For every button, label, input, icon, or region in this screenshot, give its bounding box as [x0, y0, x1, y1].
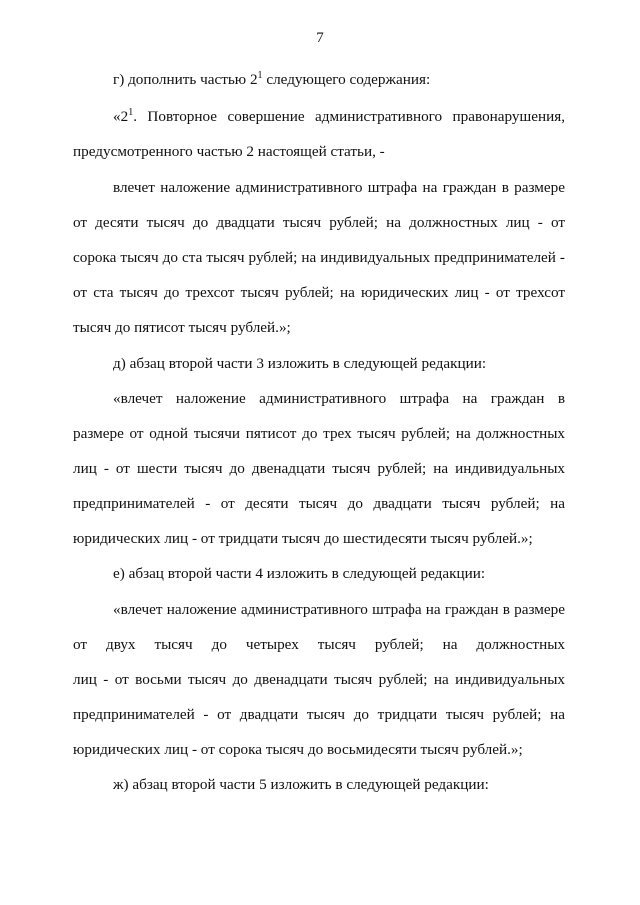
- text-line-part: г) дополнить частью 2: [113, 71, 258, 88]
- text-line: лиц - от восьми тысяч до двенадцати тысяч рублей; на индивидуальных: [73, 671, 565, 688]
- text-line: тысяч до пятисот тысяч рублей.»;: [73, 319, 291, 336]
- text-line: размере от одной тысячи пятисот до трех тысяч рублей; на должностных: [73, 425, 565, 442]
- text-line: предпринимателей - от двадцати тысяч до тридцати тысяч рублей; на: [73, 706, 565, 723]
- text-line: «влечет наложение административного штрафа на граждан в размере: [113, 601, 565, 618]
- text-line-new-part-heading: [113, 107, 565, 127]
- text-line-part: следующего содержания:: [262, 71, 431, 88]
- text-line: лиц - от шести тысяч до двенадцати тысяч рублей; на индивидуальных: [73, 460, 565, 477]
- superscript: 1: [257, 70, 263, 81]
- text-line-item-g: [113, 70, 565, 90]
- text-line: сорока тысяч до ста тысяч рублей; на индивидуальных предпринимателей -: [73, 249, 565, 266]
- text-line: от двух тысяч до четырех тысяч рублей; на должностных: [73, 636, 565, 653]
- text-line: от десяти тысяч до двадцати тысяч рублей; на должностных лиц - от: [73, 214, 565, 231]
- text-line-item-d: д) абзац второй части 3 изложить в следующей редакции:: [113, 355, 487, 372]
- text-line-part: «2: [113, 108, 129, 125]
- text-line: влечет наложение административного штрафа на граждан в размере: [113, 179, 565, 196]
- text-line: от ста тысяч до трехсот тысяч рублей; на юридических лиц - от трехсот: [73, 284, 565, 301]
- text-line: предпринимателей - от десяти тысяч до двадцати тысяч рублей; на: [73, 495, 565, 512]
- text-line: юридических лиц - от сорока тысяч до восьмидесяти тысяч рублей.»;: [73, 741, 523, 758]
- text-line: «влечет наложение административного штрафа на граждан в: [113, 390, 565, 407]
- text-line-item-e: е) абзац второй части 4 изложить в следующей редакции:: [113, 565, 486, 582]
- text-line-item-zh: ж) абзац второй части 5 изложить в следующей редакции:: [113, 776, 489, 793]
- text-line: юридических лиц - от тридцати тысяч до шестидесяти тысяч рублей.»;: [73, 530, 533, 547]
- page-number: 7: [316, 30, 324, 46]
- text-line-part: . Повторное совершение административного правонарушения,: [133, 108, 565, 125]
- text-line: предусмотренного частью 2 настоящей статьи, -: [73, 143, 385, 160]
- superscript: 1: [128, 107, 134, 118]
